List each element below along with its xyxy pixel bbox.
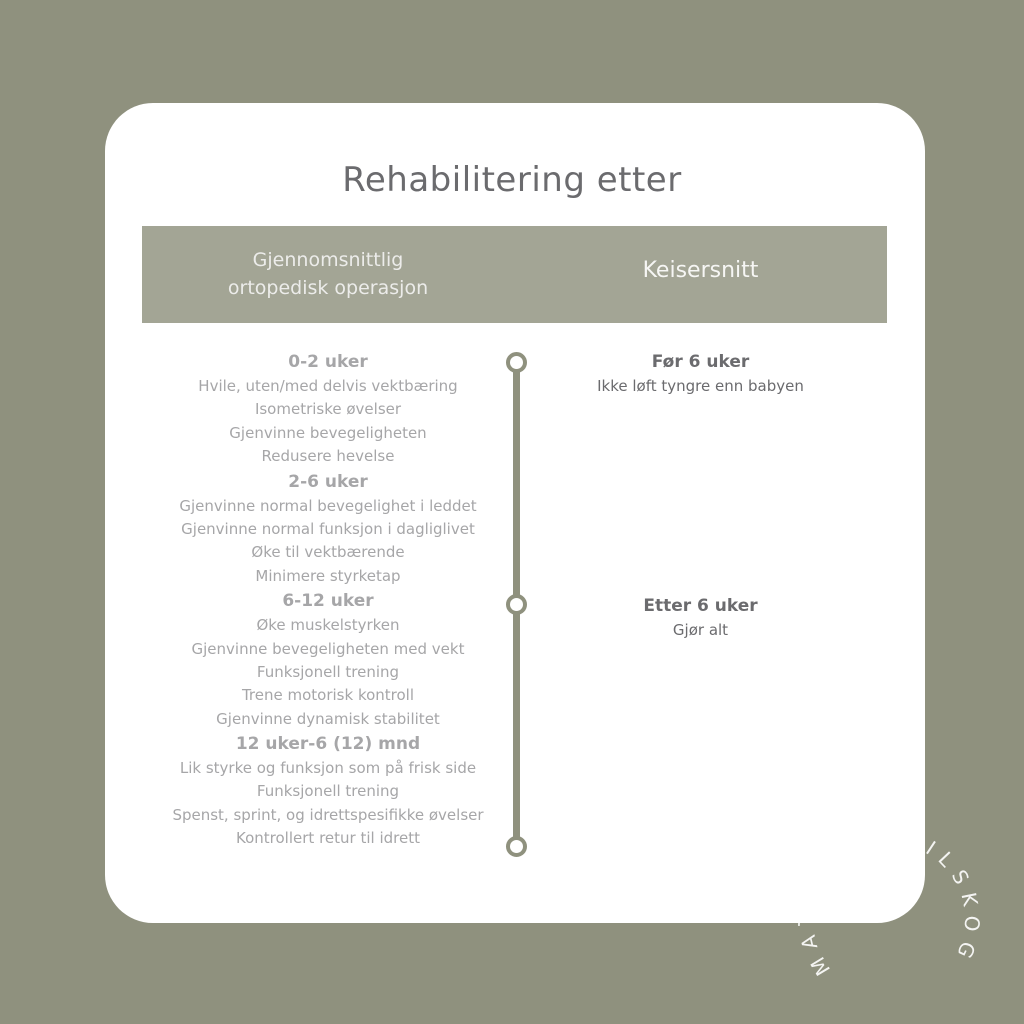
- phase-item: Minimere styrketap: [255, 566, 401, 585]
- phase-item: Gjenvinne dynamisk stabilitet: [216, 709, 440, 728]
- phase-item: Hvile, uten/med delvis vektbæring: [198, 377, 458, 395]
- phase-item: Gjenvinne bevegeligheten med vekt: [191, 639, 465, 658]
- header-right-label: Keisersnitt: [642, 258, 759, 283]
- phase-text: Gjør alt: [672, 621, 729, 639]
- phase-title: Før 6 uker: [651, 352, 750, 372]
- timeline-node: [506, 836, 527, 857]
- phase-item: Trene motorisk kontroll: [241, 686, 415, 705]
- page-title: Rehabilitering etter: [342, 160, 682, 200]
- phase-item: Kontrollert retur til idrett: [236, 829, 420, 848]
- watermark-text: MATHILDE PILSKOG: [793, 824, 985, 980]
- phase-title: 2-6 uker: [288, 471, 368, 492]
- phase-title: 6-12 uker: [282, 591, 374, 612]
- phase-title: Etter 6 uker: [643, 596, 758, 616]
- phase-item: Øke til vektbærende: [251, 543, 405, 562]
- phase-item: Spenst, sprint, og idrettspesifikke øvelser: [172, 805, 484, 824]
- phase-title: 0-2 uker: [288, 352, 368, 372]
- phase-text: Ikke løft tyngre enn babyen: [597, 377, 804, 395]
- phase-block: [142, 588, 514, 731]
- cesarean-phase: [514, 593, 887, 641]
- phase-title: 12 uker-6 (12) mnd: [235, 734, 421, 755]
- phase-block: [142, 349, 514, 469]
- orthopedic-phases: [142, 349, 514, 851]
- phase-item: Gjenvinne normal funksjon i dagliglivet: [181, 519, 475, 538]
- phase-item: Redusere hevelse: [261, 447, 395, 466]
- phase-item: Øke muskelstyrken: [256, 616, 400, 635]
- phase-item: Lik styrke og funksjon som på frisk side: [179, 759, 477, 778]
- phase-item: Funksjonell trening: [256, 782, 400, 801]
- phase-block: [142, 469, 514, 589]
- phase-item: Isometriske øvelser: [254, 400, 402, 419]
- cesarean-phase: [514, 349, 887, 397]
- header-left-label: Gjennomsnittlig ortopedisk operasjon: [227, 249, 429, 299]
- phase-item: Funksjonell trening: [256, 662, 400, 681]
- phase-block: [142, 731, 514, 851]
- phase-item: Gjenvinne bevegeligheten: [229, 423, 427, 442]
- phase-item: Gjenvinne normal bevegelighet i leddet: [179, 496, 477, 515]
